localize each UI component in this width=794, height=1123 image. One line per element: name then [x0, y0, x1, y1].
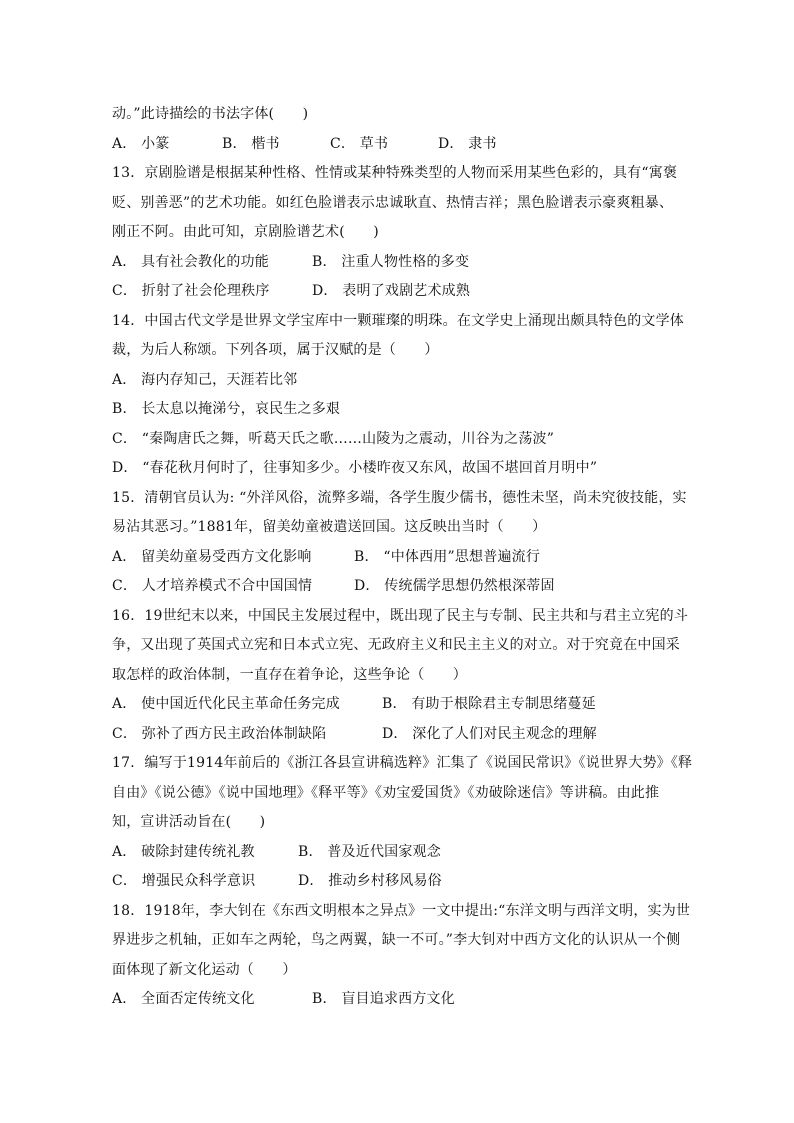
q13-stem-line-1: 13．京剧脸谱是根据某种性格、性情或某种特殊类型的人物而采用某些色彩的，具有“寓褒 [112, 165, 678, 181]
q16-options-row-1 [112, 690, 684, 720]
q15-option-d: D． 传统儒学思想仍然根深蒂固 [354, 578, 555, 594]
q13-stem-line-2: 贬、别善恶”的艺术功能。如红色脸谱表示忠诚耿直、热情吉祥；黑色脸谱表示豪爽粗暴、 [112, 194, 674, 211]
q15-options-row-2 [112, 572, 684, 602]
q17-option-b: B． 普及近代国家观念 [298, 843, 441, 860]
q12-stem-line-1: 动。”此诗描绘的书法字体( ) [112, 106, 309, 122]
q16-option-d: D． 深化了人们对民主观念的理解 [382, 725, 597, 742]
q13-options-row-1 [112, 248, 684, 278]
q14-stem-line-2: 裁，为后人称颂。下列各项，属于汉赋的是（ ） [112, 342, 439, 358]
q17-options-row-2 [112, 867, 684, 897]
q16-stem-line-1: 16．19世纪末以来，中国民主发展过程中，既出现了民主与专制、民主共和与君主立宪的斗 [112, 607, 689, 624]
q16-option-c: C． 弥补了西方民主政治体制缺陷 [112, 725, 327, 742]
q13-options-row-2 [112, 277, 684, 307]
q18-stem-line-2: 界进步之机轴，正如车之两轮，鸟之两翼，缺一不可。”李大钊对中西方文化的认识从一个侧 [112, 932, 681, 948]
q14-option-a: A． 海内存知己，天涯若比邻 [112, 371, 298, 388]
q15-stem-line-1: 15．清朝官员认为: “外洋风俗，流弊多端，各学生腹少儒书，德性未坚，尚未究彼技能，实 [112, 489, 687, 506]
q17-stem-line-1: 17．编写于1914年前后的《浙江各县宣讲稿选粹》汇集了《说国民常识》《说世界大势》《释 [112, 755, 693, 771]
q17-options-row-1 [112, 838, 684, 868]
q17-option-d: D． 推动乡村移风易俗 [298, 873, 442, 889]
q12-option-d: D． 隶书 [438, 135, 497, 152]
q14-stem-line-1: 14．中国古代文学是世界文学宝库中一颗璀璨的明珠。在文学史上涌现出颇具特色的文学体 [112, 312, 685, 329]
q16-stem-line-2: 争，又出现了英国式立宪和日本式立宪、无政府主义和民主主义的对立。对于究竟在中国采 [112, 637, 680, 653]
q15-stem-line-2: 易沾其恶习。”1881年，留美幼童被遣送回国。这反映出当时（ ） [112, 519, 547, 535]
exam-page [112, 100, 693, 1015]
q18-options-row-1 [112, 985, 684, 1015]
q16-option-b: B． 有助于根除君主专制思绪蔓延 [382, 696, 596, 712]
q13-option-a: A． 具有社会教化的功能 [112, 253, 269, 270]
q15-options-row-1 [112, 543, 684, 573]
q13-option-d: D． 表明了戏剧艺术成熟 [312, 283, 471, 299]
q17-stem-line-2: 自由》《说公德》《说中国地理》《释平等》《劝宝爱国货》《劝破除迷信》等讲稿。由此推 [112, 784, 660, 801]
q13-option-b: B． 注重人物性格的多变 [312, 253, 470, 270]
q17-option-a: A． 破除封建传统礼教 [112, 843, 255, 860]
q16-stem-line-3: 取怎样的政治体制，一直存在着争论，这些争论（ ） [112, 666, 467, 683]
q18-option-b: B． 盲目追求西方文化 [312, 991, 455, 1007]
q14-option-c: C． “秦陶唐氏之舞，听葛天氏之歌……山陵为之震动，川谷为之荡波” [112, 430, 555, 447]
q13-stem-line-3: 刚正不阿。由此可知，京剧脸谱艺术( ) [112, 224, 379, 240]
q17-stem-line-3: 知，宣讲活动旨在( ) [112, 814, 266, 830]
q14-option-d: D． “春花秋月何时了，往事知多少。小楼昨夜又东风，故国不堪回首月明中” [112, 460, 598, 476]
q16-option-a: A． 使中国近代化民主革命任务完成 [112, 696, 340, 712]
q12-option-a: A． 小篆 [112, 135, 170, 152]
q18-option-a: A． 全面否定传统文化 [112, 991, 255, 1007]
q15-option-c: C． 人才培养模式不合中国国情 [112, 578, 313, 594]
q18-stem-line-1: 18．1918年，李大钊在《东西文明根本之异点》一文中提出:“东洋文明与西洋文明，实为世 [112, 902, 691, 919]
q16-options-row-2 [112, 720, 684, 750]
q13-option-c: C． 折射了社会伦理秩序 [112, 283, 270, 299]
q15-option-a: A． 留美幼童易受西方文化影响 [112, 548, 312, 565]
q12-option-c: C． 草书 [330, 135, 389, 152]
q15-option-b: B． “中体西用”思想普遍流行 [354, 548, 541, 565]
q18-stem-line-3: 面体现了新文化运动（ ） [112, 961, 297, 978]
q17-option-c: C． 增强民众科学意识 [112, 873, 256, 889]
q12-options-row [112, 130, 684, 160]
q12-option-b: B． 楷书 [222, 135, 280, 152]
q14-option-b: B． 长太息以掩涕兮，哀民生之多艰 [112, 401, 341, 417]
